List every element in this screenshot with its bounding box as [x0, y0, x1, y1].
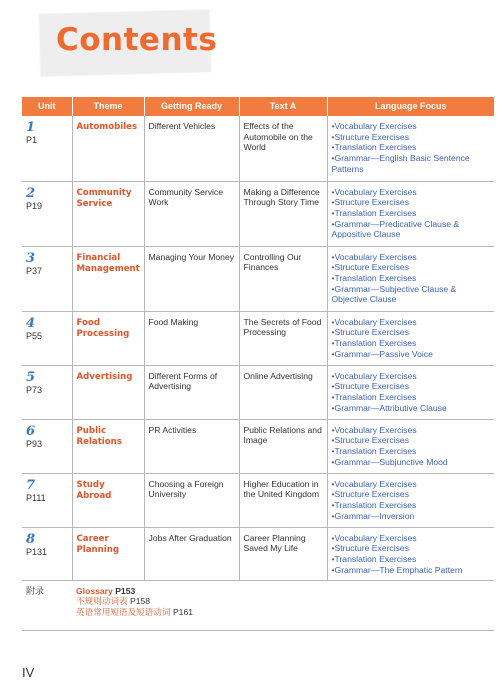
unit-number: 4: [26, 315, 36, 331]
focus-item: •Vocabulary Exercises: [331, 532, 417, 543]
appendix-item-page: P158: [129, 596, 151, 607]
unit-cell: [22, 181, 72, 246]
unit-page[interactable]: P73: [26, 384, 43, 395]
focus-item: •Structure Exercises: [331, 489, 410, 500]
unit-number: 6: [26, 423, 36, 439]
focus-item: •Translation Exercises: [331, 391, 417, 402]
focus-item: •Grammar—Subjective Clause & Objective Clause: [331, 283, 457, 305]
language-focus-cell: [327, 246, 494, 311]
unit-theme: Automobiles: [76, 122, 138, 132]
focus-item: •Structure Exercises: [331, 381, 410, 392]
getting-ready-cell: Jobs After Graduation: [144, 527, 239, 580]
unit-page[interactable]: P19: [26, 200, 43, 211]
appendix-item[interactable]: [76, 596, 490, 607]
focus-item: •Translation Exercises: [331, 142, 417, 153]
theme-cell: [72, 116, 144, 181]
focus-item: •Grammar—Passive Voice: [331, 348, 433, 359]
header-language-focus: Language Focus: [327, 97, 494, 116]
table-row: [22, 246, 494, 311]
appendix-item-name: 英语常用短语及短语动词: [76, 606, 171, 617]
appendix-list: [72, 580, 494, 630]
page-number: IV: [22, 665, 35, 680]
theme-cell: [72, 246, 144, 311]
unit-number: 1: [26, 120, 36, 135]
language-focus-cell: [327, 527, 494, 580]
table-row: [22, 419, 494, 473]
unit-number: 8: [26, 531, 36, 547]
language-focus-cell: [327, 181, 494, 246]
focus-item: •Vocabulary Exercises: [331, 370, 417, 381]
unit-page[interactable]: P1: [26, 135, 38, 146]
unit-number: 3: [26, 250, 36, 266]
unit-page[interactable]: P111: [26, 492, 46, 503]
focus-item: •Vocabulary Exercises: [331, 121, 417, 131]
focus-item: •Vocabulary Exercises: [331, 251, 417, 262]
header-unit: Unit: [22, 97, 72, 116]
unit-theme: Advertising: [76, 371, 133, 382]
language-focus-cell: [327, 311, 494, 365]
focus-item: •Translation Exercises: [331, 272, 417, 283]
page-title: Contents: [56, 22, 218, 58]
appendix-label-cell: [22, 580, 72, 630]
table-header-row: [22, 97, 494, 116]
table-row: [22, 365, 494, 419]
unit-theme: Food Processing: [76, 317, 130, 340]
unit-theme: Financial Management: [76, 252, 140, 275]
unit-cell: [22, 311, 72, 365]
getting-ready-cell: Community Service Work: [144, 181, 239, 246]
focus-item: •Translation Exercises: [331, 499, 417, 510]
table-row: [22, 116, 494, 181]
focus-item: •Grammar—Subjunctive Mood: [331, 456, 448, 467]
unit-theme: Career Planning: [76, 533, 119, 556]
getting-ready-cell: Different Vehicles: [144, 116, 239, 181]
table-row: [22, 181, 494, 246]
getting-ready-cell: Different Forms of Advertising: [144, 365, 239, 419]
header-text-a: Text A: [239, 97, 327, 116]
unit-page[interactable]: P55: [26, 330, 43, 341]
theme-cell: [72, 181, 144, 246]
theme-cell: [72, 365, 144, 419]
table-row: [22, 311, 494, 365]
unit-number: 2: [26, 185, 36, 201]
text-a-cell: Public Relations and Image: [239, 419, 327, 473]
appendix-item-name: 不规则动词表: [76, 596, 128, 607]
appendix-item-page: P153: [115, 585, 136, 596]
text-a-cell: Higher Education in the United Kingdom: [239, 473, 327, 527]
theme-cell: [72, 527, 144, 580]
unit-page[interactable]: P93: [26, 438, 43, 449]
focus-item: •Vocabulary Exercises: [331, 186, 417, 197]
text-a-cell: The Secrets of Food Processing: [239, 311, 327, 365]
header-theme: Theme: [72, 97, 144, 116]
language-focus-cell: [327, 419, 494, 473]
appendix-item[interactable]: [76, 607, 490, 618]
appendix-row: [22, 580, 494, 630]
focus-item: •Structure Exercises: [331, 435, 410, 446]
unit-page[interactable]: P37: [26, 265, 43, 276]
focus-item: •Structure Exercises: [331, 327, 410, 338]
language-focus-cell: [327, 116, 494, 181]
focus-item: •Structure Exercises: [331, 262, 410, 273]
text-a-cell: Online Advertising: [239, 365, 327, 419]
focus-item: •Vocabulary Exercises: [331, 424, 417, 435]
focus-item: •Structure Exercises: [331, 197, 410, 208]
appendix-item[interactable]: [76, 586, 490, 597]
focus-item: •Translation Exercises: [331, 445, 417, 456]
focus-item: •Translation Exercises: [331, 337, 417, 348]
focus-item: •Translation Exercises: [331, 207, 417, 218]
unit-cell: [22, 419, 72, 473]
focus-item: •Grammar—Attributive Clause: [331, 402, 447, 413]
getting-ready-cell: Managing Your Money: [144, 246, 239, 311]
unit-number: 7: [26, 477, 36, 493]
focus-item: •Structure Exercises: [331, 543, 410, 554]
unit-cell: [22, 116, 72, 181]
table-row: [22, 473, 494, 527]
table-row: [22, 527, 494, 580]
getting-ready-cell: Choosing a Foreign University: [144, 473, 239, 527]
appendix-item-name: Glossary: [76, 585, 113, 596]
unit-cell: [22, 527, 72, 580]
unit-cell: [22, 473, 72, 527]
text-a-cell: Controlling Our Finances: [239, 246, 327, 311]
appendix-item-page: P161: [172, 606, 194, 617]
unit-page[interactable]: P131: [26, 546, 48, 557]
focus-item: •Grammar—English Basic Sentence Patterns: [331, 153, 470, 174]
contents-table: [22, 97, 494, 631]
unit-number: 5: [26, 369, 36, 385]
getting-ready-cell: PR Activities: [144, 419, 239, 473]
text-a-cell: Making a Difference Through Story Time: [239, 181, 327, 246]
unit-theme: Public Relations: [76, 425, 122, 448]
focus-item: •Grammar—Inversion: [331, 510, 415, 521]
theme-cell: [72, 419, 144, 473]
header-getting-ready: Getting Ready: [144, 97, 239, 116]
focus-item: •Grammar—Predicative Clause & Appositive Clause: [331, 218, 460, 240]
unit-cell: [22, 246, 72, 311]
text-a-cell: Effects of the Automobile on the World: [239, 116, 327, 181]
focus-item: •Structure Exercises: [331, 131, 410, 142]
theme-cell: [72, 473, 144, 527]
appendix-label: 附录: [26, 585, 45, 596]
focus-item: •Grammar—The Emphatic Pattern: [331, 564, 463, 575]
theme-cell: [72, 311, 144, 365]
focus-item: •Translation Exercises: [331, 553, 417, 564]
getting-ready-cell: Food Making: [144, 311, 239, 365]
unit-cell: [22, 365, 72, 419]
unit-theme: Community Service: [76, 187, 132, 210]
language-focus-cell: [327, 473, 494, 527]
focus-item: •Vocabulary Exercises: [331, 478, 417, 489]
focus-item: •Vocabulary Exercises: [331, 316, 417, 327]
text-a-cell: Career Planning Saved My Life: [239, 527, 327, 580]
unit-theme: Study Abroad: [76, 479, 112, 502]
language-focus-cell: [327, 365, 494, 419]
